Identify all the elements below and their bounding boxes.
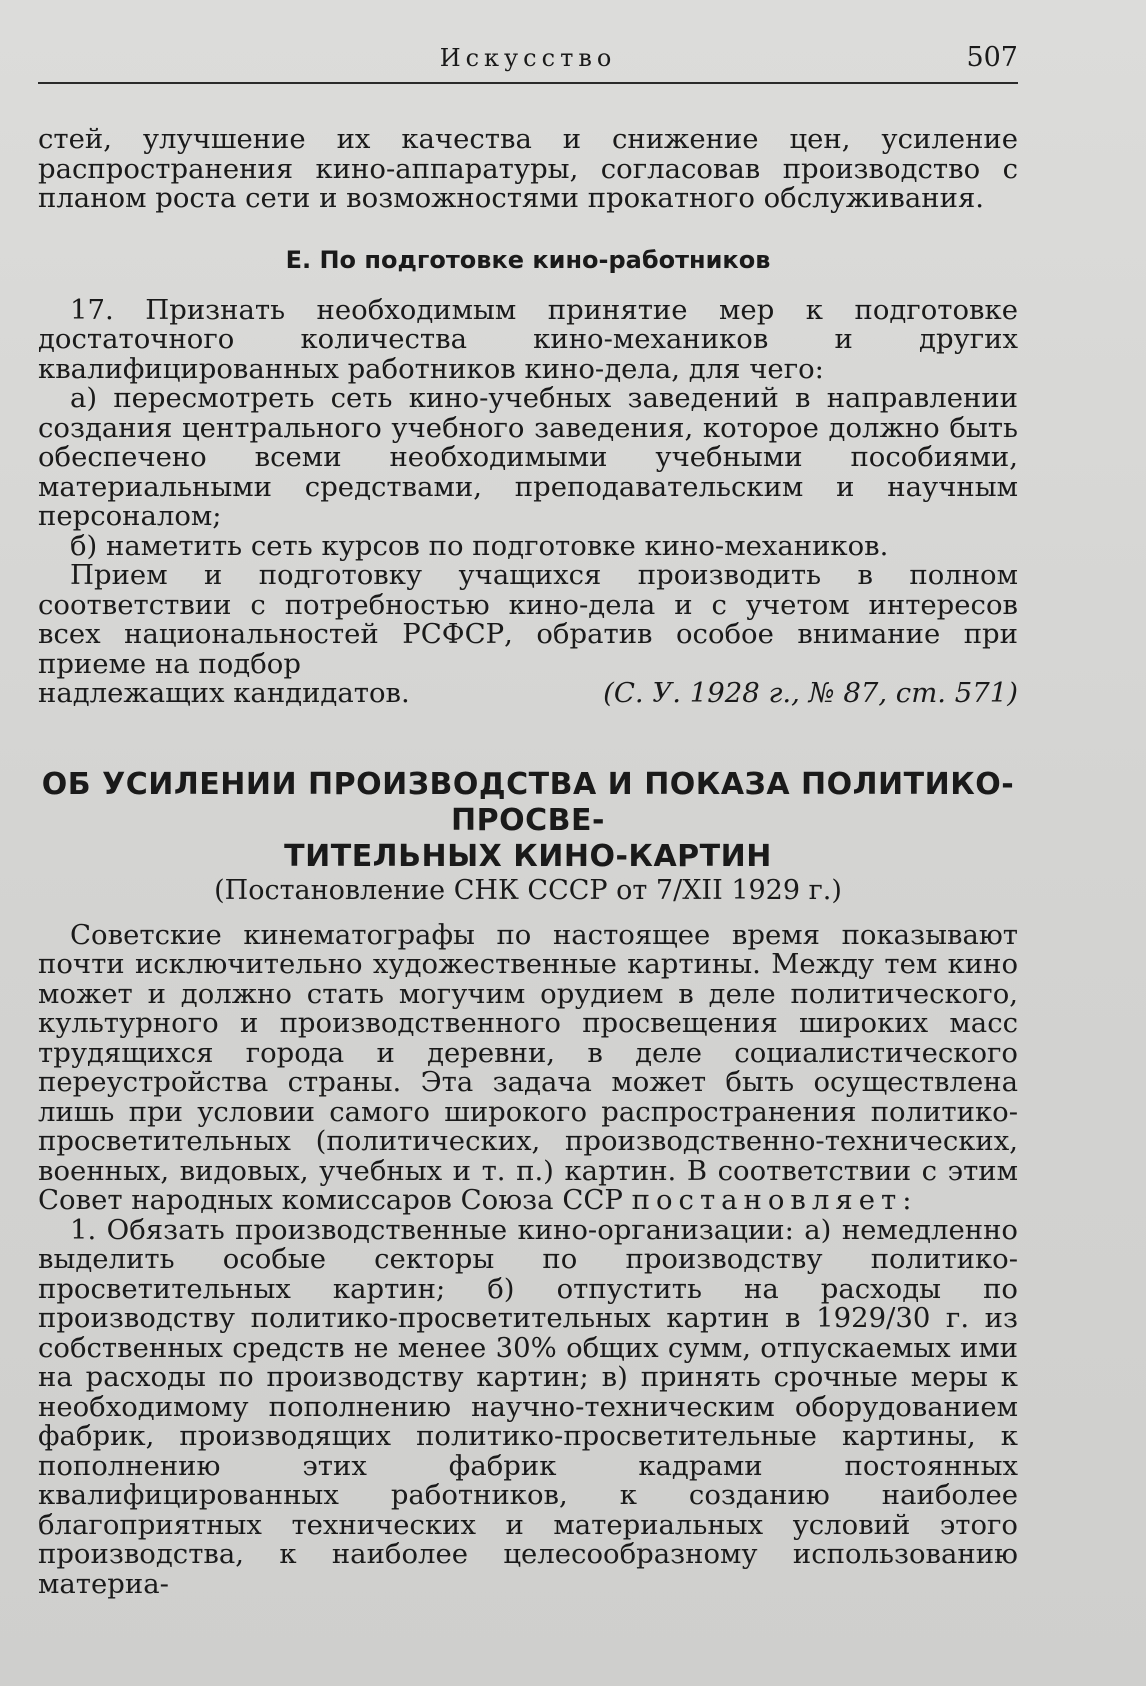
continued-paragraph: стей, улучшение их качества и снижение цен, усиление распространения кино-аппаратуры, согласовав производство с планом роста сети и возможностями прокатного обслуживания.	[38, 123, 1018, 214]
page-number: 507	[966, 42, 1018, 73]
section-heading-e: Е. По подготовке кино-работников	[285, 245, 771, 274]
header-rule	[38, 82, 1018, 84]
decree-title	[24, 767, 1032, 875]
citation: (С. У. 1928 г., № 87, ст. 571)	[603, 677, 1018, 709]
item-17-b: б) наметить сеть курсов по подготовке кино-механиков.	[70, 529, 889, 562]
intake-paragraph-end: надлежащих кандидатов.	[38, 677, 410, 709]
citation-line	[38, 679, 1018, 709]
item-17: 17. Признать необходимым принятие мер к подготовке достаточного количества кино-механиков и других квалифицированных работников кино-дела, для чего:	[38, 293, 1018, 385]
decree-title-line-1: ОБ УСИЛЕНИИ ПРОИЗВОДСТВА И ПОКАЗА ПОЛИТИКО-ПРОСВЕ-	[41, 766, 1015, 838]
decree-resolves: постановляет:	[631, 1184, 918, 1216]
decree-item-1: 1. Обязать производственные кино-организации: а) немедленно выделить особые секторы по производству политико-просветительных картин; б) отпустить на расходы по производству политико-просветительных картин в 1929/30 г. из собственных средств не менее 30% общих сумм, отпускаемых ими на расходы по производству картин; в) принять срочные меры к необходимому пополнению научно-техническим оборудованием фабрик, производящих политико-просветительные картины, к пополнению этих фабрик кадрами постоянных квалифицированных работников, к созданию наиболее благоприятных технических и материальных условий этого производства, к наиболее целесообразному использованию материа-	[38, 1213, 1018, 1600]
item-17-a: а) пересмотреть сеть кино-учебных заведений в направлении создания центрального учебного заведения, которое должно быть обеспечено всеми необходимыми учебными пособиями, материальными средствами, преподавательским и научным персоналом;	[38, 382, 1018, 532]
decree-subtitle: (Постановление СНК СССР от 7/XII 1929 г.)	[214, 874, 842, 906]
intake-paragraph: Прием и подготовку учащихся производить в полном соответствии с потребностью кино-дела и с учетом интересов всех национальностей РСФСР, обратив особое внимание при приеме на подбор	[38, 559, 1018, 680]
decree-title-line-2: ТИТЕЛЬНЫХ КИНО-КАРТИН	[284, 838, 772, 874]
running-title: Искусство	[439, 44, 617, 72]
page-body	[38, 125, 1018, 1599]
running-header	[38, 40, 1018, 84]
decree-intro-text: Советские кинематографы по настоящее время показывают почти исключительно художественные картины. Между тем кино может и должно стать могучим орудием в деле политического, культурного и производственного просвещения широких масс трудящихся города и деревни, в деле социалистического переустройства страны. Эта задача может быть осуществлена лишь при условии самого широкого распространения политико-просветительных (политических, производственно-технических, военных, видовых, учебных и т. п.) картин. В соответствии с этим Совет народных комиссаров Союза ССР	[38, 918, 1018, 1216]
decree-intro	[38, 918, 1018, 1216]
